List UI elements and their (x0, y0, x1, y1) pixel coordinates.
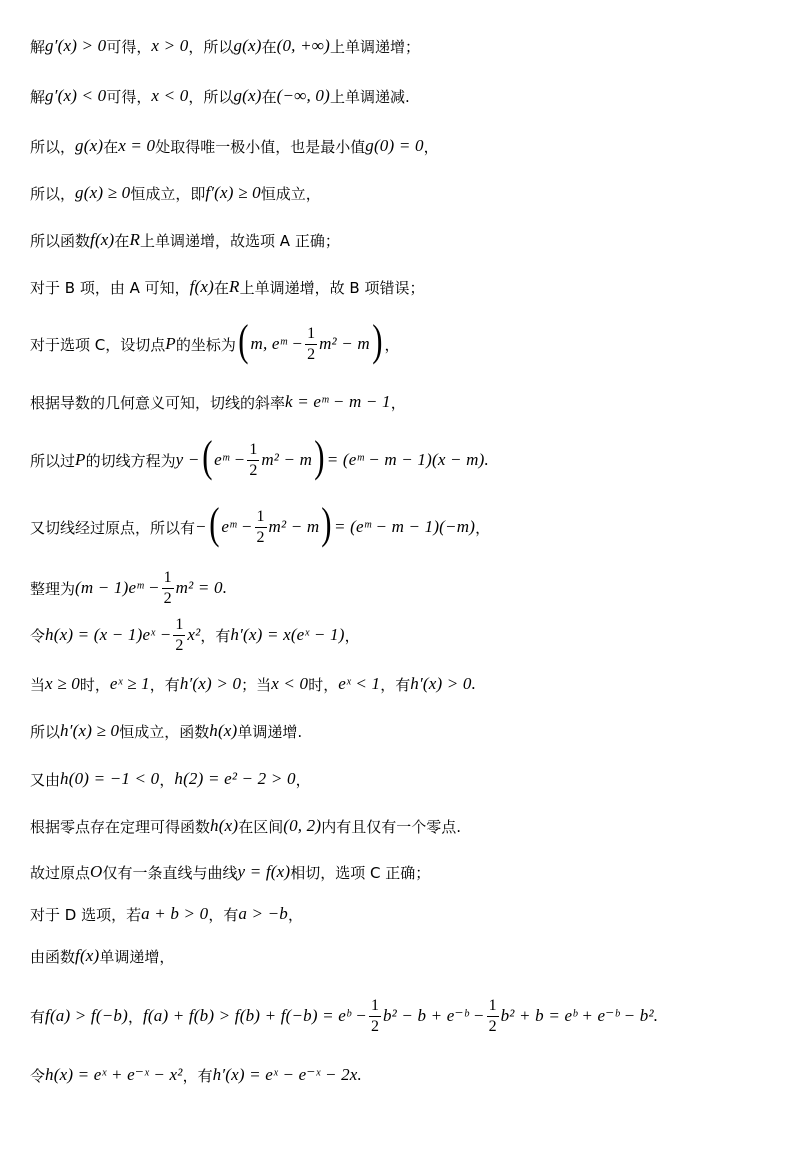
text-run: 在 (261, 37, 277, 56)
math-expression: = (eᵐ − m − 1)(x − m). (326, 450, 489, 469)
math-expression: (0, +∞) (276, 36, 330, 55)
math-expression: g(x) (233, 86, 262, 105)
math-expression: b² + b = eᵇ + e⁻ᵇ − b². (500, 1006, 659, 1025)
text-line (30, 896, 790, 932)
large-paren: ) (321, 499, 332, 548)
text-run: 对于 B 项，由 A 可知， (30, 278, 190, 297)
math-expression: x < 0 (271, 674, 309, 693)
text-run: 上单调递减. (329, 87, 410, 106)
math-expression: h(x) = eˣ + e⁻ˣ − x² (45, 1065, 183, 1084)
text-run: 可得， (106, 37, 152, 56)
fraction (305, 326, 317, 363)
math-expression: f(x) (189, 277, 215, 296)
fraction-denominator: 2 (249, 461, 258, 479)
math-expression: g(0) = 0 (365, 136, 424, 155)
text-run: ， (475, 518, 491, 537)
fraction-numerator: 1 (369, 998, 381, 1017)
math-expression: a > −b (238, 904, 289, 923)
text-run: ，有 (208, 905, 239, 924)
math-expression: g(x) (233, 36, 262, 55)
text-line (30, 78, 790, 114)
text-run: 根据零点存在定理可得函数 (30, 817, 211, 836)
text-run: ， (127, 1007, 143, 1026)
text-line (30, 854, 790, 890)
math-expression: g(x) (75, 136, 104, 155)
fraction (247, 442, 259, 479)
text-run: ， (423, 137, 439, 156)
math-expression: g′(x) > 0 (45, 36, 107, 55)
text-run: 上单调递增，故选项 A 正确； (140, 231, 340, 250)
text-run: 上单调递增，故 B 项错误； (239, 278, 425, 297)
fraction-numerator: 1 (255, 509, 267, 528)
math-expression: m, eᵐ − (250, 334, 304, 353)
text-run: 上单调递增； (329, 37, 420, 56)
text-run: ， (384, 335, 400, 354)
math-expression: m² − m (319, 334, 370, 353)
large-paren: ) (314, 432, 325, 481)
text-run: 所以， (30, 137, 76, 156)
text-run: ，有 (380, 675, 411, 694)
text-run: 对于 D 选项，若 (30, 905, 142, 924)
math-expression: h(x) (210, 816, 239, 835)
math-expression: − (195, 517, 207, 536)
math-expression: x = 0 (118, 136, 156, 155)
text-line (30, 808, 790, 844)
text-run: 可得， (106, 87, 152, 106)
text-line (30, 128, 790, 164)
text-run: ， (295, 770, 311, 789)
text-run: 又由 (30, 770, 61, 789)
text-line (30, 617, 790, 653)
text-run: 在 (214, 278, 230, 297)
text-run: 内有且仅有一个零点. (321, 817, 462, 836)
math-expression: (−∞, 0) (276, 86, 330, 105)
math-expression: f′(x) ≥ 0 (205, 183, 261, 202)
text-run: ， (344, 626, 360, 645)
text-line (30, 316, 790, 365)
math-expression: k = eᵐ − m − 1 (285, 392, 391, 411)
fraction (162, 570, 174, 607)
text-run: 解 (30, 87, 46, 106)
math-expression: f(x) (75, 946, 100, 965)
math-expression: eᵐ − (214, 450, 246, 469)
math-expression: m² − m (268, 517, 320, 536)
text-run: 处取得唯一极小值，也是最小值 (155, 137, 366, 156)
text-line (30, 222, 790, 258)
text-line (30, 28, 790, 64)
fraction (487, 998, 499, 1035)
text-run: 所以 (30, 722, 61, 741)
text-run: 仅有一条直线与曲线 (102, 863, 238, 882)
math-expression: h′(x) > 0 (179, 674, 242, 693)
text-run: 有 (30, 1007, 46, 1026)
text-run: 单调递增. (237, 722, 303, 741)
math-expression: x > 0 (151, 36, 189, 55)
text-run: 相切，选项 C 正确； (290, 863, 431, 882)
text-line (30, 1057, 790, 1093)
text-run: 所以过 (30, 451, 76, 470)
math-expression: (m − 1)eᵐ − (75, 578, 160, 597)
fraction-denominator: 2 (488, 1017, 497, 1035)
fraction-denominator: 2 (370, 1017, 379, 1035)
text-run: ，有 (200, 626, 231, 645)
text-run: 令 (30, 626, 46, 645)
fraction (173, 617, 185, 654)
text-run: ，所以 (188, 37, 234, 56)
text-line (30, 269, 790, 305)
fraction-denominator: 2 (256, 528, 265, 546)
text-line (30, 938, 790, 974)
text-run: 的坐标为 (175, 335, 236, 354)
large-paren: ( (238, 316, 249, 365)
math-expression: h(x) = (x − 1)eˣ − (45, 625, 172, 644)
math-expression: f(a) + f(b) > f(b) + f(−b) = eᵇ − (142, 1006, 367, 1025)
math-expression: h(0) = −1 < 0 (60, 769, 160, 788)
text-run: 对于选项 C，设切点 (30, 335, 166, 354)
text-run: 当 (30, 675, 46, 694)
large-paren: ( (201, 432, 212, 481)
text-run: 在 (261, 87, 277, 106)
fraction-numerator: 1 (162, 570, 174, 589)
fraction-numerator: 1 (487, 998, 499, 1017)
math-expression: P (75, 450, 86, 469)
text-run: 故过原点 (30, 863, 91, 882)
math-expression: g′(x) < 0 (45, 86, 107, 105)
math-expression: h′(x) = eˣ − e⁻ˣ − 2x. (212, 1065, 362, 1084)
math-expression: R (229, 277, 240, 296)
text-line (30, 761, 790, 797)
text-run: 的切线方程为 (85, 451, 176, 470)
text-run: ，有 (182, 1066, 213, 1085)
fraction (369, 998, 381, 1035)
math-expression: f(a) > f(−b) (45, 1006, 128, 1025)
math-expression: y = f(x) (237, 862, 291, 881)
text-run: 根据导数的几何意义可知，切线的斜率 (30, 393, 286, 412)
math-expression: a + b > 0 (141, 904, 209, 923)
math-expression: x ≥ 0 (45, 674, 80, 693)
text-run: 恒成立，即 (130, 184, 206, 203)
text-run: 时， (79, 675, 110, 694)
math-expression: = (eᵐ − m − 1)(−m) (333, 517, 476, 536)
text-line (30, 175, 790, 211)
math-expression: m² − m (261, 450, 313, 469)
fraction-numerator: 1 (173, 617, 185, 636)
text-run: 在区间 (238, 817, 284, 836)
math-expression: h′(x) = x(eˣ − 1) (230, 625, 345, 644)
math-expression: (0, 2) (283, 816, 322, 835)
text-line (30, 713, 790, 749)
math-expression: x < 0 (151, 86, 189, 105)
math-expression: R (129, 230, 141, 249)
text-line (30, 384, 790, 420)
fraction-denominator: 2 (163, 589, 172, 607)
fraction-numerator: 1 (247, 442, 259, 461)
large-paren: ( (208, 499, 220, 548)
text-run: 单调递增， (99, 947, 175, 966)
text-run: ；当 (241, 675, 272, 694)
text-run: 在 (103, 137, 119, 156)
math-expression: b² − b + e⁻ᵇ − (382, 1006, 485, 1025)
math-expression: f(x) (90, 230, 115, 249)
math-expression: x² (187, 625, 201, 644)
text-run: ， (159, 770, 175, 789)
text-run: 时， (308, 675, 339, 694)
text-run: 令 (30, 1066, 46, 1085)
text-run: ， (390, 393, 406, 412)
math-expression: O (90, 862, 103, 881)
math-expression: h′(x) ≥ 0 (60, 721, 120, 740)
text-run: ， (288, 905, 304, 924)
fraction-denominator: 2 (307, 345, 316, 363)
text-line (30, 570, 790, 606)
text-line (30, 666, 790, 702)
text-run: ，所以 (188, 87, 234, 106)
text-run: ，有 (149, 675, 180, 694)
fraction (255, 509, 267, 546)
math-expression: h′(x) > 0. (410, 674, 477, 693)
math-expression: y − (175, 450, 200, 469)
math-expression: g(x) ≥ 0 (75, 183, 131, 202)
math-expression: eˣ ≥ 1 (109, 674, 150, 693)
math-expression: h(x) (209, 721, 238, 740)
text-line (30, 998, 790, 1034)
math-expression: eᵐ − (221, 517, 253, 536)
text-run: 恒成立，函数 (119, 722, 210, 741)
math-expression: h(2) = e² − 2 > 0 (174, 769, 296, 788)
text-line (30, 432, 790, 481)
math-expression: m² = 0. (175, 578, 228, 597)
text-run: 在 (114, 231, 130, 250)
text-run: 所以函数 (30, 231, 91, 250)
text-run: 由函数 (30, 947, 76, 966)
text-run: 整理为 (30, 579, 76, 598)
large-paren: ) (372, 316, 383, 365)
math-expression: eˣ < 1 (338, 674, 381, 693)
text-run: 所以， (30, 184, 76, 203)
text-run: 解 (30, 37, 46, 56)
text-run: 又切线经过原点，所以有 (30, 518, 196, 537)
fraction-denominator: 2 (175, 636, 184, 654)
fraction-numerator: 1 (305, 326, 317, 345)
text-run: 恒成立， (260, 184, 321, 203)
math-expression: P (165, 334, 176, 353)
text-line (30, 499, 790, 548)
